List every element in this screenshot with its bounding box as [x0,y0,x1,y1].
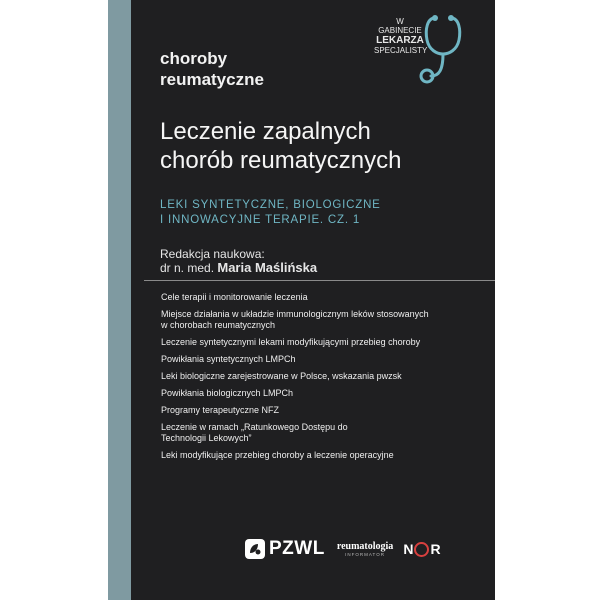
nior-ring-icon [414,542,429,557]
book-subtitle: LEKI SYNTETYCZNE, BIOLOGICZNE I INNOWACYJNE TERAPIE. CZ. 1 [160,199,381,226]
contents-item: Leki biologiczne zarejestrowane w Polsce, wskazania pwzsk [161,371,402,381]
contents-item: Powikłania biologicznych LMPCh [161,388,294,398]
contents-item: Leczenie syntetycznymi lekami modyfikującymi przebieg choroby [161,337,421,347]
book-title: Leczenie zapalnych chorób reumatycznych [160,118,402,174]
contents-item: Leczenie w ramach „Ratunkowego Dostępu do Technologii Lekowych” [161,422,348,443]
contents-item: Powikłania syntetycznych LMPCh [161,354,296,364]
editor-name: Maria Maślińska [217,260,318,275]
contents-item: Miejsce działania w układzie immunologicznym leków stosowanych w chorobach reumatycznych [161,309,429,330]
series-name: choroby reumatyczne [160,49,264,89]
contents-item: Programy terapeutyczne NFZ [161,405,280,415]
series-badge: W GABINECIE LEKARZA SPECJALISTY [374,17,428,55]
divider [144,280,495,281]
contents-item: Leki modyfikujące przebieg choroby a leczenie operacyjne [161,450,394,460]
pzwl-logo: PZWL [245,538,325,560]
contents-item: Cele terapii i monitorowanie leczenia [161,292,308,302]
editor-label: Redakcja naukowa: [160,247,265,261]
contents-list [161,292,491,467]
cover-spine-stripe [108,0,131,600]
scientific-editor [160,247,480,275]
nior-logo: N R [403,541,441,557]
publisher-logos [245,532,441,566]
stethoscope-icon [413,10,483,90]
editor-prefix: dr n. med. [160,261,215,275]
reumatologia-logo: reumatologia INFORMATOR [336,540,394,557]
pzwl-mark-icon [245,539,265,559]
book-cover [108,0,495,600]
